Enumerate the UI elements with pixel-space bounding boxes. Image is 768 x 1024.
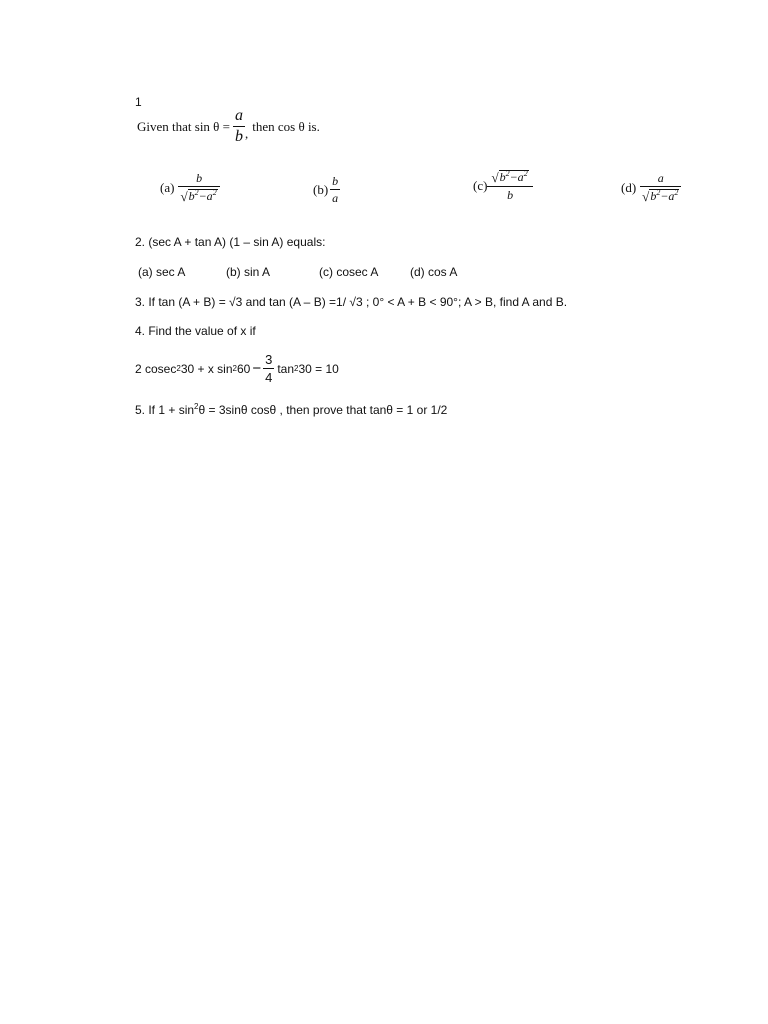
question-2-option-a: (a) sec A bbox=[138, 265, 186, 279]
fraction-numerator: 3 bbox=[265, 352, 273, 367]
fraction-denominator: a bbox=[332, 191, 339, 205]
option-fraction bbox=[489, 170, 530, 201]
question-2-option-c: (c) cosec A bbox=[319, 265, 379, 279]
question-1-prefix: Given that sin θ = bbox=[137, 118, 230, 134]
question-3-text: 3. If tan (A + B) = √3 and tan (A – B) =1/ √3 ; 0° < A + B < 90°; A > B, find A and B. bbox=[135, 295, 568, 309]
sqrt-minus-term: −a bbox=[660, 189, 675, 203]
question-2-text: 2. (sec A + tan A) (1 – sin A) equals: bbox=[135, 235, 326, 249]
option-label: (c) bbox=[473, 177, 488, 193]
option-fraction bbox=[330, 175, 340, 204]
sqrt-icon: √ bbox=[180, 189, 188, 205]
question-1-number: 1 bbox=[135, 95, 142, 109]
question-4-text: 4. Find the value of x if bbox=[135, 324, 256, 338]
equation-term: tan bbox=[277, 361, 295, 376]
exponent: 2 bbox=[505, 169, 510, 178]
question-1-option-d bbox=[621, 172, 681, 203]
option-label: (b) bbox=[313, 181, 329, 197]
sqrt-expression bbox=[642, 189, 679, 203]
exponent: 2 bbox=[194, 188, 199, 197]
question-2-option-b: (b) sin A bbox=[226, 265, 271, 279]
equation-term: 30 = 10 bbox=[298, 361, 339, 376]
option-fraction bbox=[640, 172, 681, 203]
exponent: 2 bbox=[194, 402, 199, 411]
fraction-denominator: b bbox=[235, 128, 243, 145]
sqrt-expression bbox=[180, 189, 217, 203]
sqrt-body: b bbox=[650, 189, 657, 203]
fraction-denominator: 4 bbox=[265, 370, 273, 385]
fraction-denominator: b bbox=[487, 186, 532, 201]
exponent: 2 bbox=[656, 188, 661, 197]
exponent: 2 bbox=[523, 169, 528, 178]
question-5-text bbox=[135, 403, 447, 417]
fraction-numerator: b bbox=[332, 174, 339, 188]
sqrt-icon: √ bbox=[642, 189, 650, 205]
question-5-part: θ = 3sinθ cosθ , then prove that tanθ = 1 or 1/2 bbox=[198, 403, 448, 417]
question-1-suffix: then cos θ is. bbox=[252, 118, 320, 134]
exponent: 2 bbox=[674, 188, 679, 197]
equation-fraction bbox=[263, 353, 274, 384]
question-1-stem bbox=[137, 108, 320, 145]
fraction-numerator: b bbox=[196, 171, 203, 185]
equation-term: 2 cosec bbox=[135, 361, 177, 376]
sqrt-minus-term: −a bbox=[509, 170, 524, 184]
question-5-part: 5. If 1 + sin bbox=[135, 403, 195, 417]
question-1-fraction bbox=[233, 108, 245, 145]
question-1-option-b bbox=[313, 175, 340, 204]
sqrt-expression bbox=[491, 170, 528, 184]
question-2-option-d: (d) cos A bbox=[410, 265, 458, 279]
minus-sign: − bbox=[252, 360, 262, 377]
sqrt-body: b bbox=[188, 189, 195, 203]
fraction-numerator: a bbox=[657, 171, 664, 185]
fraction-numerator: a bbox=[235, 107, 243, 124]
exponent: 2 bbox=[212, 188, 217, 197]
question-1-option-c bbox=[473, 170, 531, 201]
question-4-equation: 2 cosec 2 30 + x sin 2 60 − $\frac{3}{4}$ tan 2 30 = 10 bbox=[135, 352, 339, 385]
sqrt-body: b bbox=[499, 170, 506, 184]
equation-term: 30 + x sin bbox=[180, 361, 233, 376]
option-label: (d) bbox=[621, 179, 637, 195]
question-1-option-a bbox=[160, 172, 220, 203]
fraction-numerator bbox=[489, 170, 530, 186]
equation-term: 60 bbox=[236, 361, 251, 376]
fraction-denominator bbox=[640, 186, 681, 203]
option-fraction bbox=[178, 172, 219, 203]
option-label: (a) bbox=[160, 179, 175, 195]
fraction-denominator bbox=[178, 186, 219, 203]
question-1-comma: , bbox=[245, 125, 249, 141]
sqrt-icon: √ bbox=[491, 170, 499, 186]
sqrt-minus-term: −a bbox=[198, 189, 213, 203]
